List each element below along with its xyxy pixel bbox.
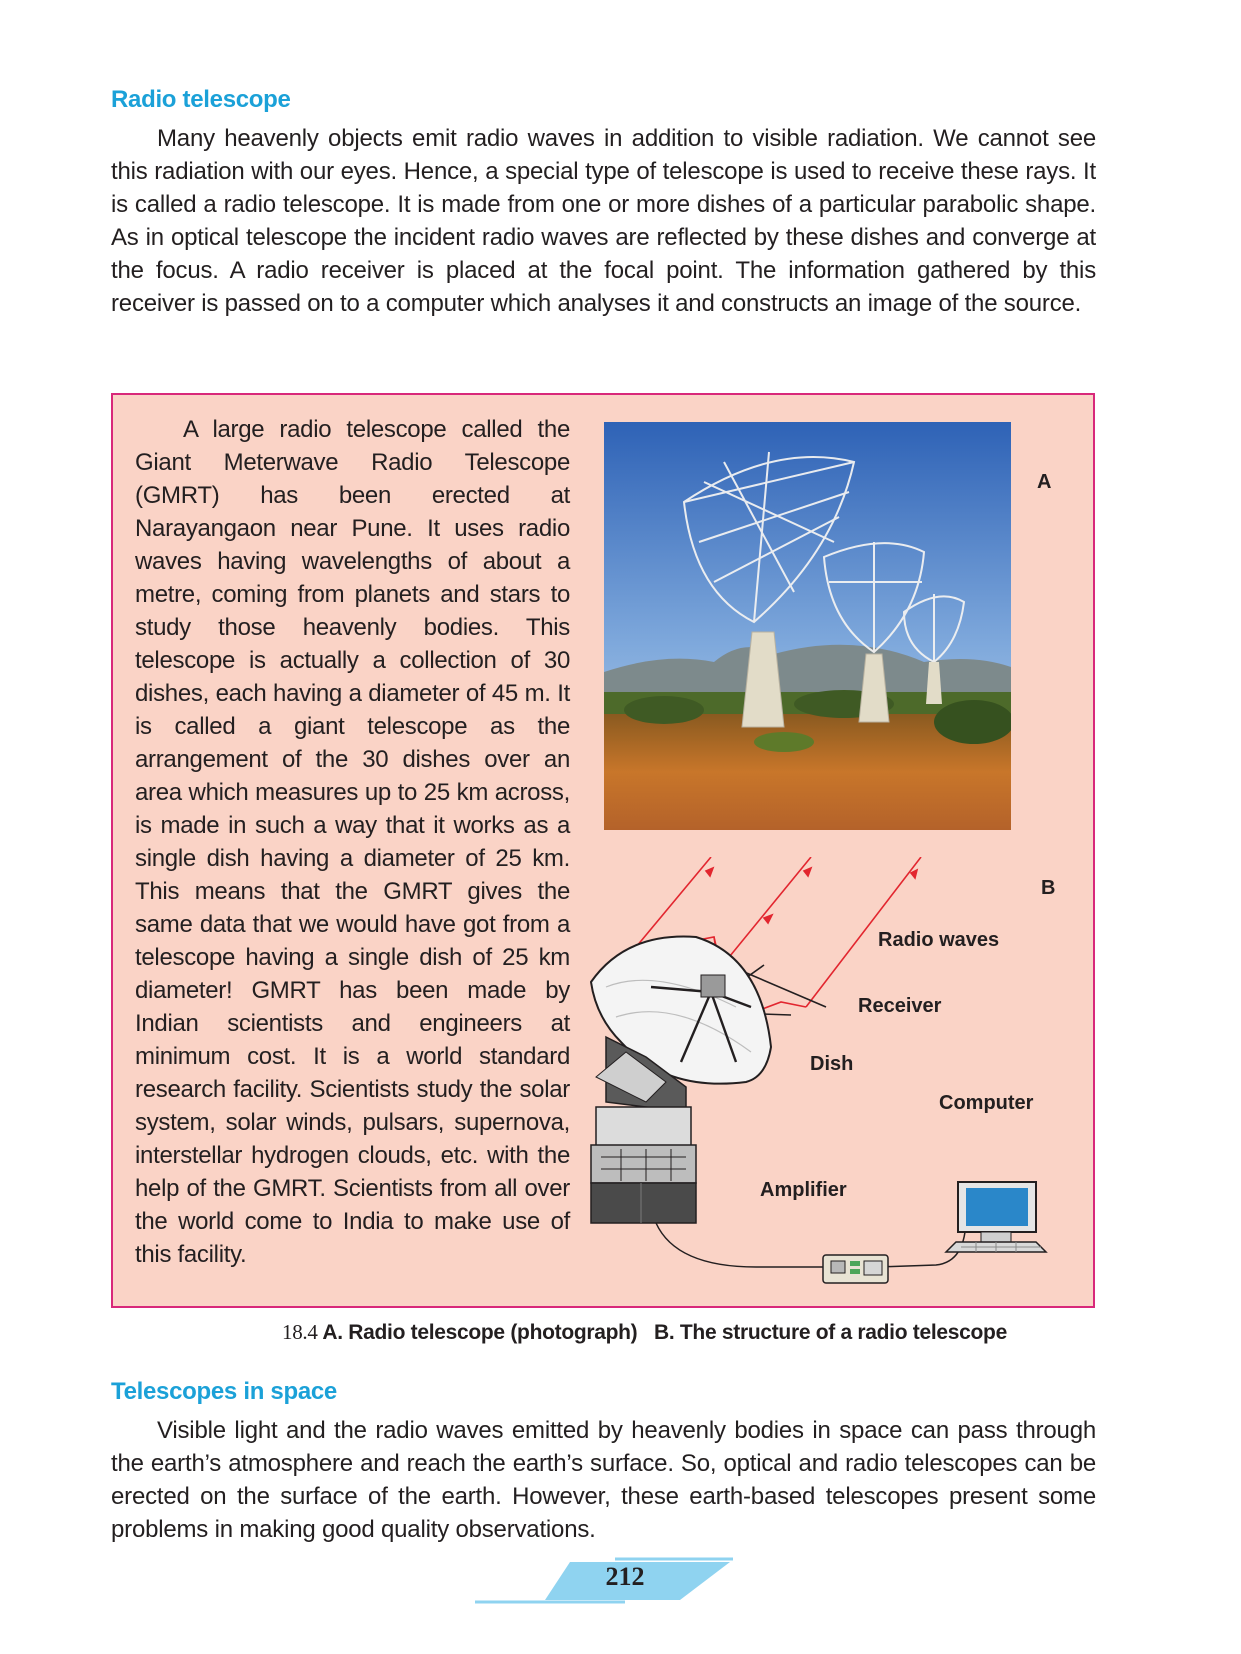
gmrt-info-box bbox=[111, 393, 1095, 1308]
figure-label-b: B bbox=[1041, 877, 1056, 899]
figure-caption bbox=[282, 1320, 1007, 1345]
section-heading-telescopes-in-space: Telescopes in space bbox=[111, 1378, 337, 1405]
diagram-label-radio-waves: Radio waves bbox=[878, 929, 1000, 951]
radio-telescope-photograph bbox=[604, 422, 1011, 830]
radio-telescope-paragraph bbox=[111, 122, 1096, 320]
gmrt-description bbox=[135, 413, 570, 1271]
page-number-band bbox=[475, 1556, 735, 1606]
diagram-label-computer: Computer bbox=[939, 1092, 1034, 1114]
telescopes-in-space-paragraph-text: Visible light and the radio waves emitted by heavenly bodies in space can pass through the earth’s atmosphere and reach the earth’s surface. So, optical and radio telescopes can be erected on the surface of the earth. However, these earth-based telescopes present some problems in making good quality observations. bbox=[111, 1417, 1096, 1543]
telescopes-in-space-paragraph bbox=[111, 1414, 1096, 1546]
diagram-label-amplifier: Amplifier bbox=[760, 1179, 847, 1201]
figure-label-a: A bbox=[1037, 471, 1052, 493]
figure-number: 18.4 bbox=[282, 1320, 318, 1344]
radio-telescope-paragraph-text: Many heavenly objects emit radio waves in addition to visible radiation. We cannot see this radiation with our eyes. Hence, a special type of telescope is used to receive these rays. It is called a radio telescope. It is made from one or more dishes of a particular parabolic shape. As in optical telescope the incident radio waves are reflected by these dishes and converge at the focus. A radio receiver is placed at the focal point. The information gathered by this receiver is passed on to a computer which analyses it and constructs an image of the source. bbox=[111, 125, 1096, 317]
page-number: 212 bbox=[605, 1562, 645, 1591]
figure-caption-text: A. Radio telescope (photograph) B. The structure of a radio telescope bbox=[322, 1321, 1007, 1344]
diagram-label-dish: Dish bbox=[810, 1053, 854, 1075]
section-heading-radio-telescope: Radio telescope bbox=[111, 86, 291, 113]
diagram-label-receiver: Receiver bbox=[858, 995, 942, 1017]
gmrt-description-text: A large radio telescope called the Giant Meterwave Radio Telescope (GMRT) has been erected at Narayangaon near Pune. It uses radio waves having wavelengths of about a metre, coming from planets and stars to study those heavenly bodies. This telescope is actually a collection of 30 dishes, each having a diameter of 45 m. It is called a giant telescope as the arrangement of the 30 dishes over an area which measures up to 25 km across, is made in such a way that it works as a single dish having a diameter of 25 km. This means that the GMRT gives the same data that we would have got from a telescope having a single dish of 25 km diameter! GMRT has been made by Indian scientists and engineers at minimum cost. It is a world standard research facility. Scientists study the solar system, solar winds, pulsars, supernova, interstellar hydrogen clouds, etc. with the help of the GMRT. Scientists from all over the world come to India to make use of this facility. bbox=[135, 416, 570, 1268]
